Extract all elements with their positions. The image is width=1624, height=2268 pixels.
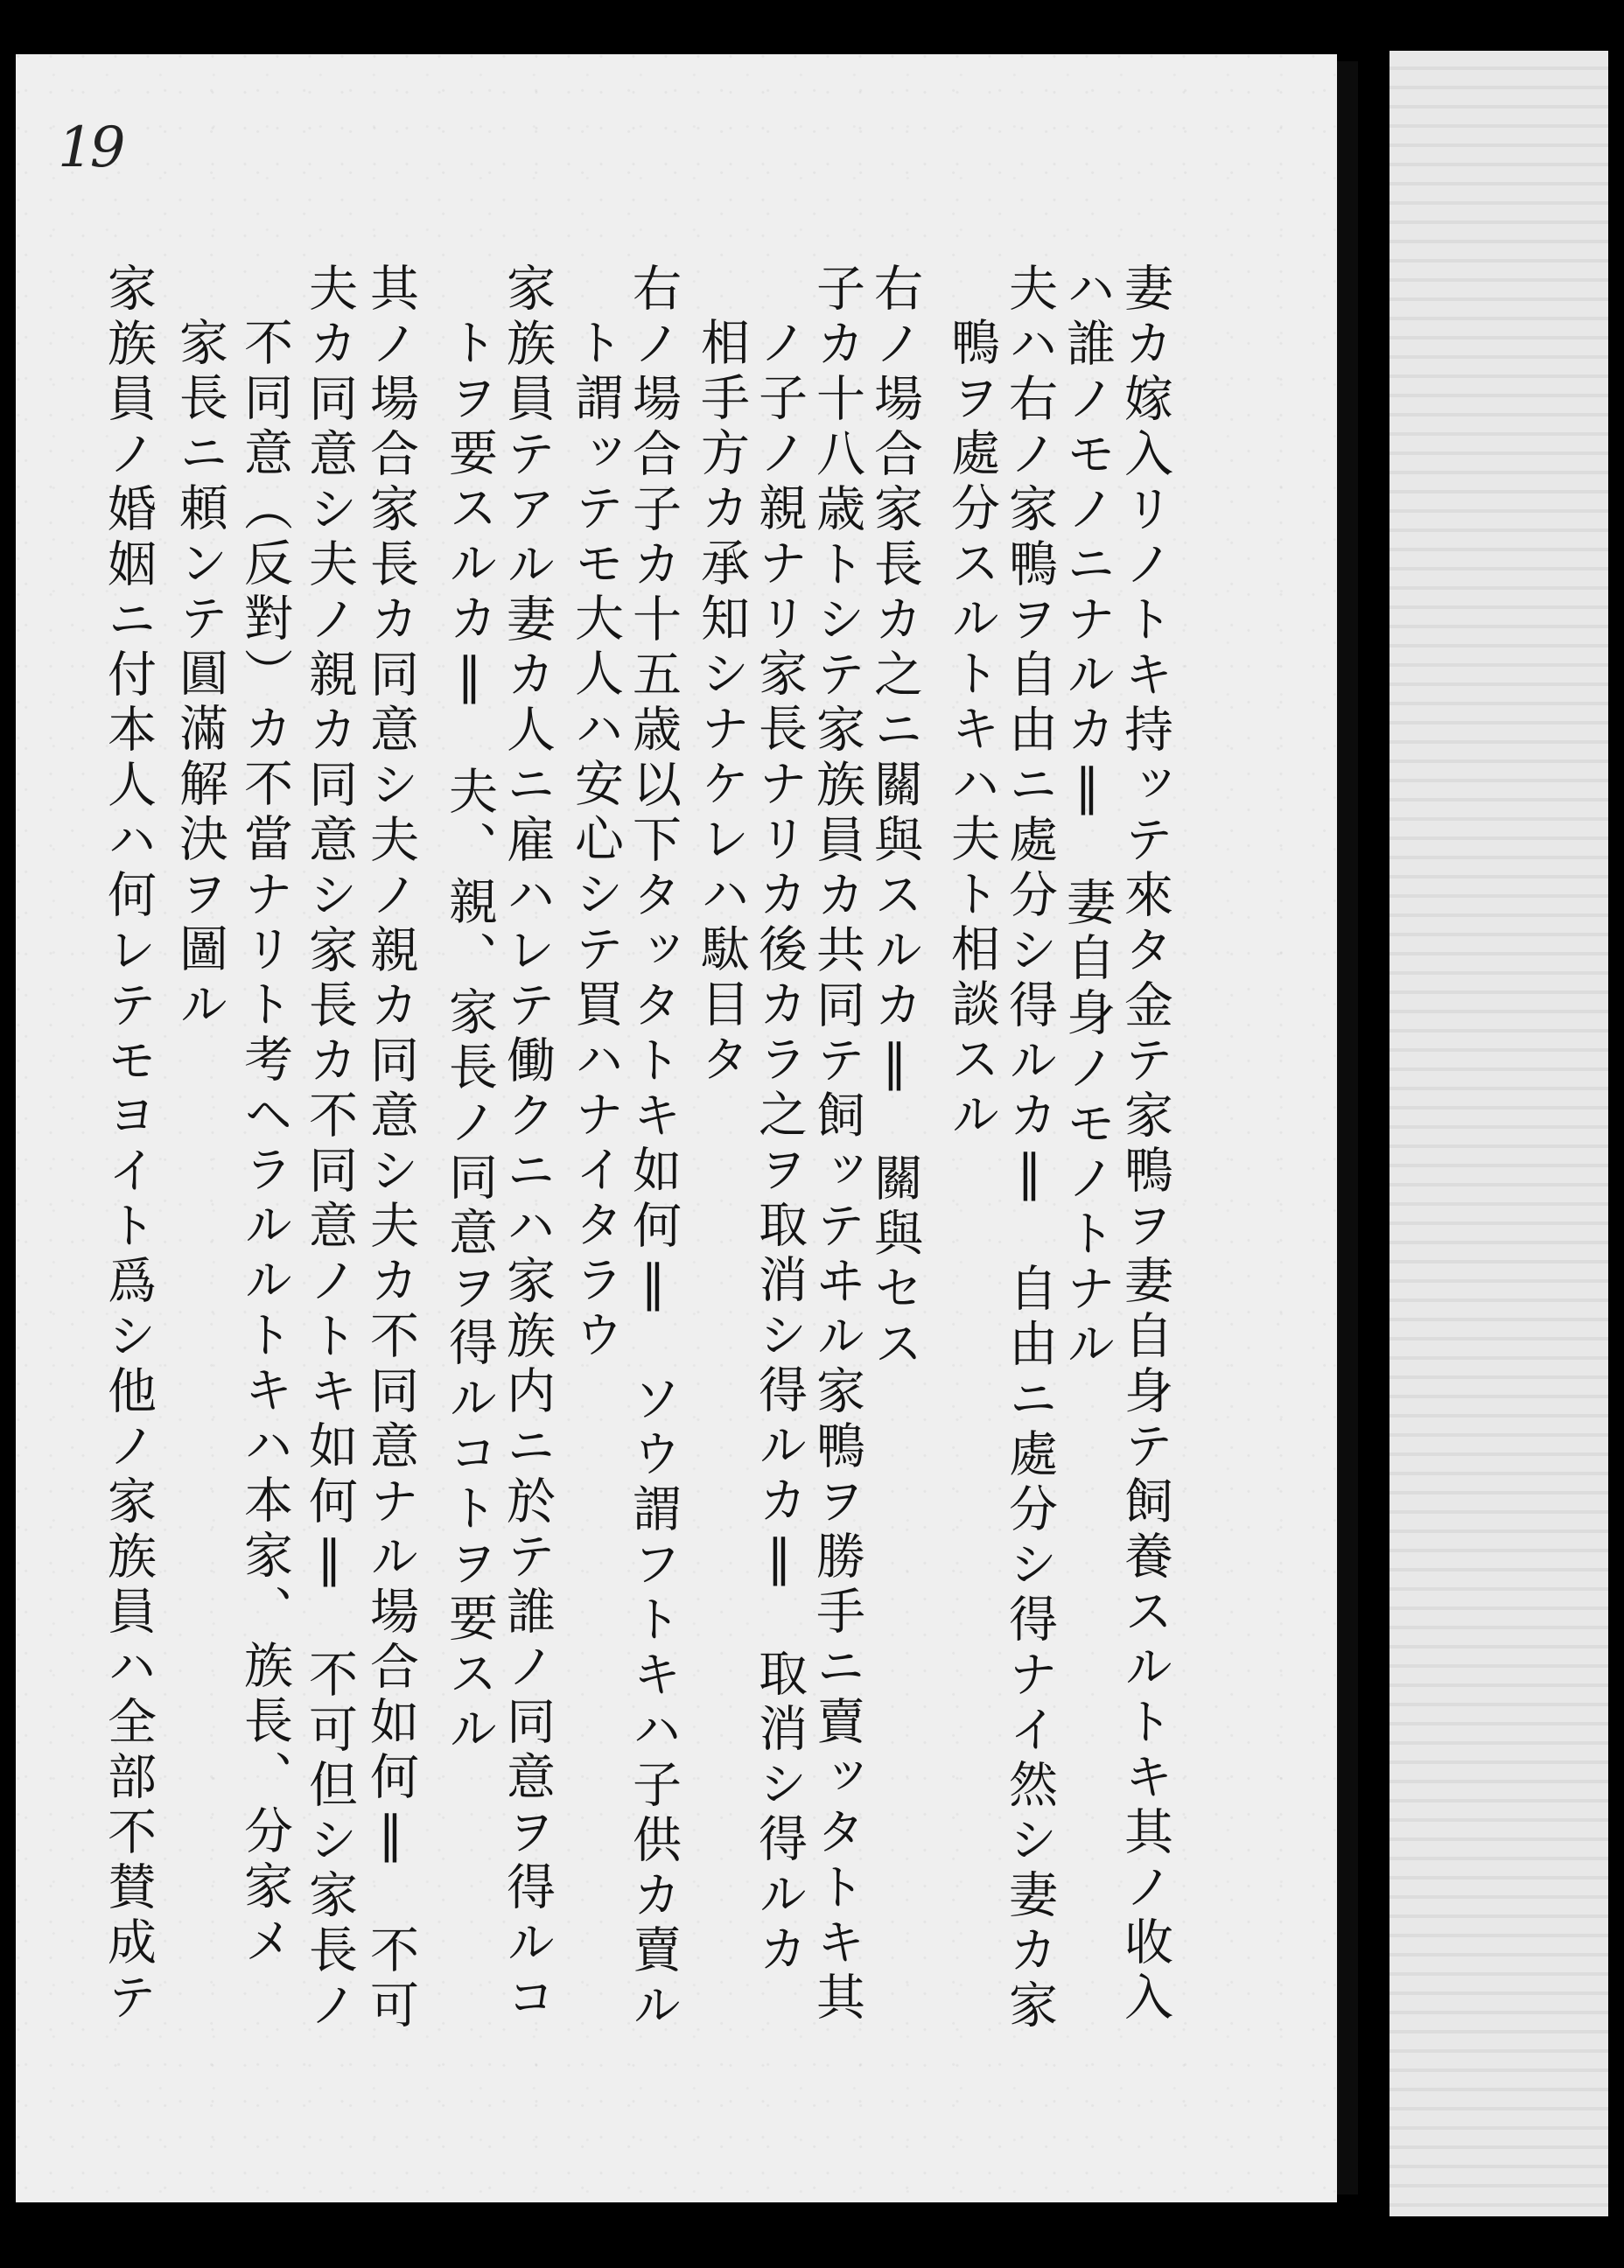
document-page [16, 54, 1337, 2202]
text-column: 鴨ヲ處分スルトキハ夫ト相談スル [943, 317, 1000, 1144]
text-column: 其ノ場合家長カ同意シ夫ノ親カ同意シ夫カ不同意ナル場合如何‖ 不可 [362, 262, 419, 2034]
text-column: 子カ十八歳トシテ家族員カ共同テ飼ッテヰル家鴨ヲ勝手ニ賣ッタトキ其 [808, 262, 865, 2026]
text-column: ノ子ノ親ナリ家長ナリカ後カラ之ヲ取消シ得ルカ‖ 取消シ得ルカ [751, 317, 808, 1978]
book-gutter [1337, 61, 1358, 2194]
page-number: 19 [58, 116, 122, 180]
text-column: 右ノ場合家長カ之ニ關與スルカ‖ 關與セス [866, 262, 923, 1373]
text-column: 右ノ場合子カ十五歳以下タッタトキ如何‖ ソウ謂フトキハ子供カ賣ル [625, 262, 682, 2034]
text-column: 相手方カ承知シナケレハ駄目タ [693, 317, 750, 1088]
adjacent-page-edge [1390, 51, 1608, 2216]
text-column: ハ誰ノモノニナルカ‖ 妻自身ノモノトナル [1059, 262, 1116, 1373]
text-column: 家族員ノ婚姻ニ付本人ハ何レテモヨイト爲シ他ノ家族員ハ全部不賛成テ [100, 262, 157, 2026]
text-column: トヲ要スルカ‖ 夫、親、家長ノ同意ヲ得ルコトヲ要スル [441, 317, 498, 1758]
text-column: ト謂ッテモ大人ハ安心シテ買ハナイタラウ [567, 317, 624, 1364]
text-column: 夫カ同意シ夫ノ親カ同意シ家長カ不同意ノトキ如何‖ 不可但シ家長ノ [301, 262, 358, 2034]
text-column: 妻カ嫁入リノトキ持ッテ來タ金テ家鴨ヲ妻自身テ飼養スルトキ其ノ收入 [1116, 262, 1173, 2026]
text-column: 不同意（反對）カ不當ナリト考ヘラルルトキハ本家、族長、分家メ [236, 317, 293, 1970]
text-column: 家族員テアル妻カ人ニ雇ハレテ働クニハ家族内ニ於テ誰ノ同意ヲ得ルコ [499, 262, 556, 2026]
text-column: 家長ニ頼ンテ圓滿解決ヲ圖ル [172, 317, 228, 1033]
text-column: 夫ハ右ノ家鴨ヲ自由ニ處分シ得ルカ‖ 自由ニ處分シ得ナイ然シ妻カ家 [1001, 262, 1058, 2034]
